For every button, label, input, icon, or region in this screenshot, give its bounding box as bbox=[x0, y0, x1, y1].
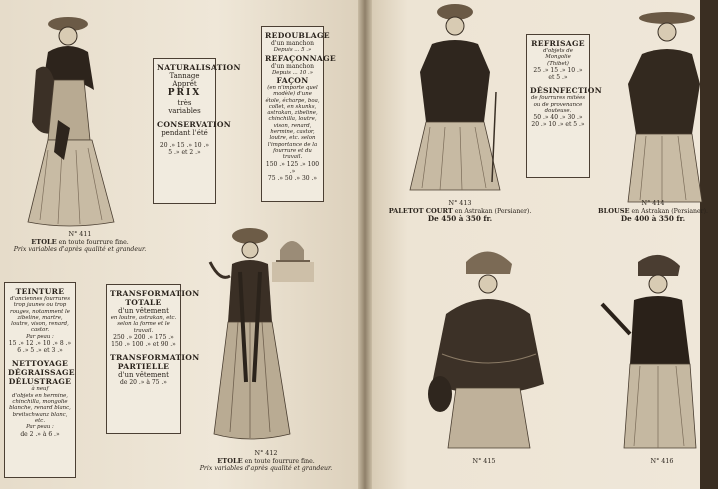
refrisage-prices-2: et 5 .» bbox=[548, 74, 568, 82]
facon-heading: FAÇON bbox=[276, 76, 309, 85]
teinture-desc: d'anciennes fourrures trop jaunes ou trop rouges, notamment le zibeline, martre, loutre, vison, renard, castor. bbox=[9, 296, 71, 334]
figure-412-number: N° 412 bbox=[254, 449, 278, 457]
figure-413-number: N° 413 bbox=[448, 199, 472, 207]
degraissage-heading: DÉGRAISSAGE bbox=[8, 368, 75, 378]
figure-413-title: PALETOT COURT bbox=[388, 206, 453, 215]
transformation-sub: d'un vêtement bbox=[118, 307, 169, 315]
facon-prices-2: 75 .» 50 .» 30 .» bbox=[267, 174, 318, 182]
figure-414-desc: en Astrakan (Persianer). bbox=[631, 207, 708, 215]
tannage-label: Tannage bbox=[169, 72, 200, 80]
figure-411-illustration bbox=[18, 10, 128, 230]
redoublage-sub: d'un manchon bbox=[271, 40, 314, 47]
figure-414-number: N° 414 bbox=[641, 199, 665, 207]
teinture-price-box bbox=[4, 282, 76, 478]
figure-412-desc: en toute fourrure fine. bbox=[244, 457, 315, 465]
book-gutter bbox=[358, 0, 372, 489]
refrisage-price-box bbox=[526, 34, 602, 178]
nettoyage-price: de 2 .» à 6 .» bbox=[20, 430, 60, 438]
figure-412-title: ETOLE bbox=[217, 456, 243, 465]
facon-prices-1: 150 .» 125 .» 100 .» bbox=[265, 160, 320, 175]
figure-413-caption bbox=[385, 200, 535, 224]
figure-415-number: N° 415 bbox=[472, 457, 496, 465]
teinture-prices-1: 15 .» 12 .» 10 .» 8 .» bbox=[8, 340, 72, 348]
transformation-partielle-heading: TRANSFORMATION bbox=[110, 353, 200, 363]
nettoyage-per-skin: Par peau : bbox=[26, 424, 54, 431]
transformation-totale-heading: TRANSFORMATION bbox=[110, 289, 200, 298]
figure-414-caption bbox=[588, 200, 718, 224]
transformation-prices-1: 250 .» 200 .» 175 .» bbox=[113, 333, 174, 341]
conservation-prices-2: 5 .» et 2 .» bbox=[168, 149, 201, 157]
conservation-heading: CONSERVATION bbox=[157, 120, 232, 129]
figure-411-desc: en toute fourrure fine. bbox=[58, 238, 129, 246]
appret-label: Apprêt bbox=[172, 80, 197, 88]
transformation-partielle-sub: d'un vêtement bbox=[118, 371, 169, 380]
figure-412-note: Prix variables d'après qualité et grandeur. bbox=[199, 465, 333, 472]
figure-415-caption bbox=[464, 458, 504, 466]
figure-411-number: N° 411 bbox=[68, 230, 92, 238]
refrisage-prices-1: 25 .» 15 .» 10 .» bbox=[533, 66, 583, 74]
transformation-partielle-price: de 20 .» à 75 .» bbox=[120, 379, 167, 387]
teinture-per-skin: Par peau : bbox=[26, 333, 54, 340]
totale-label: TOTALE bbox=[125, 298, 162, 307]
refaconnage-price: Depuis ... 10 .» bbox=[271, 69, 314, 76]
figure-411-note: Prix variables d'après qualité et grandeur. bbox=[13, 246, 147, 253]
refrisage-thibet: (Thibet) bbox=[547, 60, 569, 67]
tres-label: très bbox=[177, 99, 192, 107]
desinfection-heading: DÉSINFECTION bbox=[530, 86, 602, 96]
desinfection-prices-1: 50 .» 40 .» 30 .» bbox=[533, 114, 583, 122]
figure-416-number: N° 416 bbox=[650, 457, 674, 465]
refaconnage-sub: d'un manchon bbox=[271, 62, 314, 70]
a-neuf-label: à neuf bbox=[31, 386, 49, 393]
figure-416-illustration bbox=[594, 244, 698, 450]
transformation-price-box bbox=[106, 284, 200, 434]
facon-desc: (en n'importe quel modèle) d'une étole, écharpe, boa, collet, en skunks, astrakan, zibeline, chinchilla, loutre, vison, renard, hermine, castor, loutre, etc. selon l'importance de la fourrure et du travail. bbox=[265, 85, 320, 161]
teinture-prices-2: 6 .» 5 .» et 3 .» bbox=[17, 347, 63, 355]
refrisage-sub: d'objets de Mongolie bbox=[543, 48, 573, 61]
redoublage-price: Depuis ... 5 .» bbox=[273, 47, 312, 54]
figure-414-illustration bbox=[612, 4, 707, 204]
teinture-heading: TEINTURE bbox=[15, 287, 65, 296]
prix-label: PRIX bbox=[167, 88, 202, 98]
conservation-period: pendant l'été bbox=[161, 129, 208, 137]
figure-416-caption bbox=[642, 458, 682, 466]
figure-411-title: ETOLE bbox=[31, 237, 57, 246]
nettoyage-heading: NETTOYAGE bbox=[11, 359, 69, 369]
figure-411-caption bbox=[0, 231, 160, 254]
refrisage-heading: REFRISAGE bbox=[531, 39, 585, 48]
partielle-label: PARTIELLE bbox=[117, 362, 170, 372]
delustrage-heading: DÉLUSTRAGE bbox=[8, 377, 72, 387]
desinfection-prices-2: 20 .» 10 .» et 5 .» bbox=[531, 121, 585, 129]
redoublage-heading: REDOUBLAGE bbox=[265, 31, 330, 40]
naturalisation-heading: NATURALISATION bbox=[157, 63, 241, 72]
variables-label: variables bbox=[168, 107, 201, 115]
figure-414-price: De 400 à 350 fr. bbox=[620, 214, 686, 223]
nettoyage-desc: d'objets en hermine, chinchilla, mongolie blanche, renard blanc, breitschwanz blanc, etc. bbox=[9, 392, 71, 424]
figure-415-illustration bbox=[426, 244, 550, 450]
transformation-desc: en loutre, astrakan, etc. selon la forme et le travail. bbox=[110, 315, 177, 334]
figure-413-price: De 450 à 350 fr. bbox=[427, 214, 493, 223]
naturalisation-price-box bbox=[153, 58, 241, 204]
conservation-prices-1: 20 .» 15 .» 10 .» bbox=[159, 142, 210, 149]
figure-413-illustration bbox=[400, 2, 510, 192]
figure-412-illustration bbox=[200, 222, 320, 447]
desinfection-desc: de fourrures mitées ou de provenance douteuse. bbox=[530, 95, 586, 114]
refaconnage-heading: REFAÇONNAGE bbox=[265, 53, 336, 63]
redoublage-price-box bbox=[261, 26, 336, 202]
figure-414-title: BLOUSE bbox=[598, 206, 630, 215]
figure-413-desc: en Astrakan (Persianer). bbox=[454, 207, 532, 215]
figure-412-caption bbox=[178, 450, 354, 473]
transformation-prices-2: 150 .» 100 .» et 90 .» bbox=[111, 341, 176, 349]
